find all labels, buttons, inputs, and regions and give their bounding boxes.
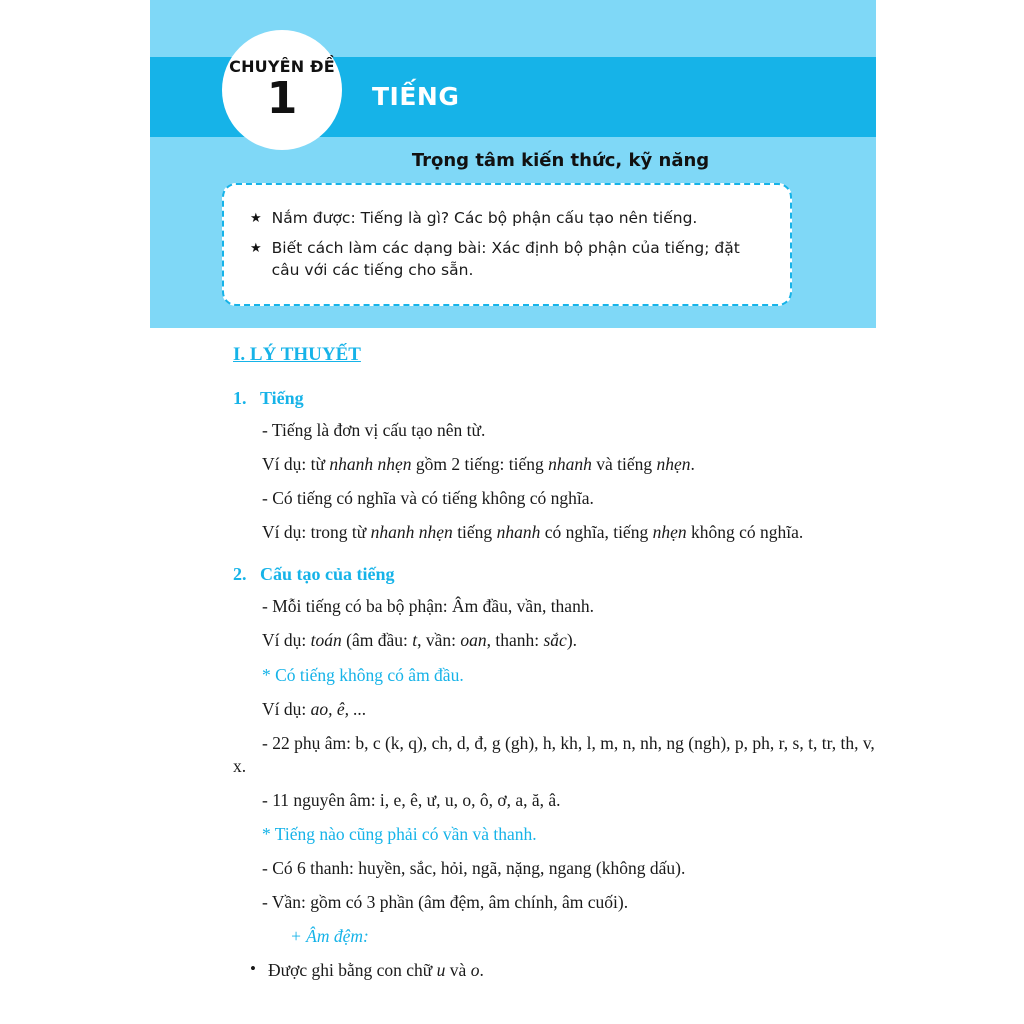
focus-title: Trọng tâm kiến thức, kỹ năng xyxy=(411,150,710,171)
body-line: - Có 6 thanh: huyền, sắc, hỏi, ngã, nặng, ngang (không dấu). xyxy=(262,858,686,879)
body-line-subitem: + Âm đệm: xyxy=(290,926,369,947)
chapter-badge-number: 1 xyxy=(266,73,298,124)
body-line: Ví dụ: ao, ê, ... xyxy=(262,698,367,719)
focus-box xyxy=(222,183,792,306)
focus-item-text: Nắm được: Tiếng là gì? Các bộ phận cấu tạo nên tiếng. xyxy=(271,209,698,227)
focus-list-item xyxy=(250,207,764,229)
body-line-accent: * Tiếng nào cũng phải có vần và thanh. xyxy=(262,824,537,845)
star-icon: ★ xyxy=(250,211,262,226)
body-line: Ví dụ: toán (âm đầu: t, vần: oan, thanh: sắc). xyxy=(262,630,578,651)
subsection-heading-1 xyxy=(233,388,876,409)
star-icon: ★ xyxy=(250,241,262,256)
subsection-heading-2 xyxy=(233,564,876,585)
focus-list-item xyxy=(250,237,764,281)
body-line: - Vần: gồm có 3 phần (âm đệm, âm chính, âm cuối). xyxy=(262,892,629,913)
chapter-badge-label: CHUYÊN ĐỀ xyxy=(229,57,335,76)
subsection-title: Tiếng xyxy=(260,388,304,408)
body-line: - 22 phụ âm: b, c (k, q), ch, d, đ, g (gh), h, kh, l, m, n, nh, ng (ngh), p, ph, r, s, t, tr, th, v, x. xyxy=(233,732,875,776)
chapter-title: TIẾNG xyxy=(372,82,460,111)
lesson-content xyxy=(150,344,876,994)
chapter-badge xyxy=(223,31,341,149)
body-line: Ví dụ: trong từ nhanh nhẹn tiếng nhanh có nghĩa, tiếng nhẹn không có nghĩa. xyxy=(262,522,804,543)
body-line: - Có tiếng có nghĩa và có tiếng không có nghĩa. xyxy=(262,488,594,509)
section-heading: I. LÝ THUYẾT xyxy=(233,344,361,365)
body-line: - Tiếng là đơn vị cấu tạo nên từ. xyxy=(262,420,486,440)
subsection-title: Cấu tạo của tiếng xyxy=(260,564,395,585)
body-line: - 11 nguyên âm: i, e, ê, ư, u, o, ô, ơ, a, ă, â. xyxy=(262,789,561,810)
body-line: - Mỗi tiếng có ba bộ phận: Âm đầu, vần, thanh. xyxy=(262,596,594,617)
body-line-bullet: • Được ghi bằng con chữ u và o. xyxy=(150,959,876,982)
focus-item-text: Biết cách làm các dạng bài: Xác định bộ phận của tiếng; đặt câu với các tiếng cho sẵn. xyxy=(271,239,740,279)
chapter-header xyxy=(150,0,876,328)
subsection-index: 2. xyxy=(233,564,247,585)
subsection-index: 1. xyxy=(233,388,247,408)
body-line: Ví dụ: từ nhanh nhẹn gồm 2 tiếng: tiếng nhanh và tiếng nhẹn. xyxy=(262,454,695,475)
body-line-accent: * Có tiếng không có âm đầu. xyxy=(262,664,464,685)
